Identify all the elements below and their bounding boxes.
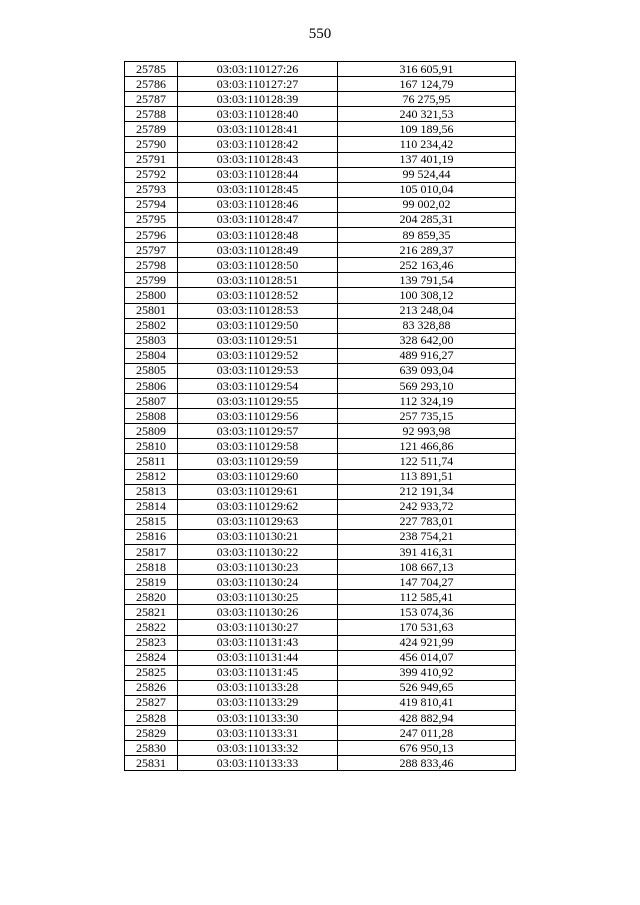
cadastral-value-cell: 76 275,95 xyxy=(338,92,516,107)
cadastral-value-cell: 242 933,72 xyxy=(338,499,516,514)
cadastral-number-cell: 03:03:110130:21 xyxy=(178,529,338,544)
row-number-cell: 25804 xyxy=(125,348,178,363)
cadastral-number-cell: 03:03:110133:31 xyxy=(178,726,338,741)
cadastral-value-cell: 204 285,31 xyxy=(338,212,516,227)
cadastral-number-cell: 03:03:110129:51 xyxy=(178,333,338,348)
row-number-cell: 25787 xyxy=(125,92,178,107)
row-number-cell: 25792 xyxy=(125,167,178,182)
cadastral-value-cell: 238 754,21 xyxy=(338,529,516,544)
table-row xyxy=(125,726,516,741)
cadastral-value-cell: 112 324,19 xyxy=(338,394,516,409)
table-row xyxy=(125,152,516,167)
table-row xyxy=(125,424,516,439)
cadastral-value-cell: 99 524,44 xyxy=(338,167,516,182)
row-number-cell: 25827 xyxy=(125,695,178,710)
table-row xyxy=(125,288,516,303)
table-row xyxy=(125,394,516,409)
cadastral-value-cell: 139 791,54 xyxy=(338,273,516,288)
cadastral-number-cell: 03:03:110129:57 xyxy=(178,424,338,439)
cadastral-value-cell: 240 321,53 xyxy=(338,107,516,122)
row-number-cell: 25828 xyxy=(125,711,178,726)
cadastral-number-cell: 03:03:110129:59 xyxy=(178,454,338,469)
table-row xyxy=(125,409,516,424)
cadastral-number-cell: 03:03:110129:50 xyxy=(178,318,338,333)
page-number: 550 xyxy=(308,26,332,42)
cadastral-number-cell: 03:03:110129:61 xyxy=(178,484,338,499)
row-number-cell: 25791 xyxy=(125,152,178,167)
table-row xyxy=(125,560,516,575)
cadastral-number-cell: 03:03:110127:27 xyxy=(178,77,338,92)
cadastral-value-cell: 424 921,99 xyxy=(338,635,516,650)
row-number-cell: 25802 xyxy=(125,318,178,333)
table-row xyxy=(125,529,516,544)
table-row xyxy=(125,258,516,273)
row-number-cell: 25785 xyxy=(125,62,178,77)
table-row xyxy=(125,680,516,695)
cadastral-number-cell: 03:03:110128:53 xyxy=(178,303,338,318)
table-row xyxy=(125,650,516,665)
cadastral-number-cell: 03:03:110131:43 xyxy=(178,635,338,650)
table-row xyxy=(125,348,516,363)
cadastral-value-cell: 288 833,46 xyxy=(338,756,516,771)
cadastral-number-cell: 03:03:110130:23 xyxy=(178,560,338,575)
cadastral-value-cell: 110 234,42 xyxy=(338,137,516,152)
table-row xyxy=(125,378,516,393)
row-number-cell: 25831 xyxy=(125,756,178,771)
table-row xyxy=(125,469,516,484)
cadastral-number-cell: 03:03:110133:32 xyxy=(178,741,338,756)
cadastral-value-cell: 399 410,92 xyxy=(338,665,516,680)
table-row xyxy=(125,77,516,92)
cadastral-value-cell: 122 511,74 xyxy=(338,454,516,469)
table-row xyxy=(125,514,516,529)
row-number-cell: 25814 xyxy=(125,499,178,514)
row-number-cell: 25820 xyxy=(125,590,178,605)
cadastral-number-cell: 03:03:110128:51 xyxy=(178,273,338,288)
row-number-cell: 25799 xyxy=(125,273,178,288)
table-row xyxy=(125,439,516,454)
table-row xyxy=(125,243,516,258)
cadastral-number-cell: 03:03:110133:30 xyxy=(178,711,338,726)
cadastral-value-cell: 105 010,04 xyxy=(338,182,516,197)
row-number-cell: 25818 xyxy=(125,560,178,575)
table-row xyxy=(125,197,516,212)
cadastral-number-cell: 03:03:110131:44 xyxy=(178,650,338,665)
row-number-cell: 25798 xyxy=(125,258,178,273)
table-row xyxy=(125,545,516,560)
table-row xyxy=(125,363,516,378)
row-number-cell: 25788 xyxy=(125,107,178,122)
row-number-cell: 25803 xyxy=(125,333,178,348)
table-row xyxy=(125,620,516,635)
cadastral-value-cell: 316 605,91 xyxy=(338,62,516,77)
cadastral-value-cell: 113 891,51 xyxy=(338,469,516,484)
cadastral-value-cell: 489 916,27 xyxy=(338,348,516,363)
cadastral-number-cell: 03:03:110129:58 xyxy=(178,439,338,454)
cadastral-number-cell: 03:03:110130:27 xyxy=(178,620,338,635)
cadastral-number-cell: 03:03:110130:25 xyxy=(178,590,338,605)
cadastral-value-cell: 170 531,63 xyxy=(338,620,516,635)
cadastral-value-cell: 121 466,86 xyxy=(338,439,516,454)
cadastral-value-cell: 252 163,46 xyxy=(338,258,516,273)
cadastral-number-cell: 03:03:110130:26 xyxy=(178,605,338,620)
table-row xyxy=(125,333,516,348)
cadastral-number-cell: 03:03:110128:44 xyxy=(178,167,338,182)
table-row xyxy=(125,137,516,152)
table-row xyxy=(125,454,516,469)
table-row xyxy=(125,107,516,122)
row-number-cell: 25801 xyxy=(125,303,178,318)
row-number-cell: 25786 xyxy=(125,77,178,92)
row-number-cell: 25795 xyxy=(125,212,178,227)
cadastral-value-cell: 99 002,02 xyxy=(338,197,516,212)
cadastral-value-cell: 109 189,56 xyxy=(338,122,516,137)
cadastral-value-cell: 227 783,01 xyxy=(338,514,516,529)
cadastral-value-cell: 419 810,41 xyxy=(338,695,516,710)
cadastral-number-cell: 03:03:110129:52 xyxy=(178,348,338,363)
cadastral-value-cell: 676 950,13 xyxy=(338,741,516,756)
table-row xyxy=(125,62,516,77)
cadastral-number-cell: 03:03:110133:29 xyxy=(178,695,338,710)
table-row xyxy=(125,711,516,726)
cadastral-number-cell: 03:03:110128:40 xyxy=(178,107,338,122)
cadastral-value-cell: 391 416,31 xyxy=(338,545,516,560)
cadastral-number-cell: 03:03:110128:46 xyxy=(178,197,338,212)
cadastral-value-cell: 213 248,04 xyxy=(338,303,516,318)
cadastral-value-cell: 137 401,19 xyxy=(338,152,516,167)
cadastral-number-cell: 03:03:110130:22 xyxy=(178,545,338,560)
row-number-cell: 25794 xyxy=(125,197,178,212)
table-body xyxy=(125,62,516,771)
cadastral-number-cell: 03:03:110130:24 xyxy=(178,575,338,590)
cadastral-value-cell: 526 949,65 xyxy=(338,680,516,695)
cadastral-number-cell: 03:03:110129:56 xyxy=(178,409,338,424)
row-number-cell: 25830 xyxy=(125,741,178,756)
table-row xyxy=(125,484,516,499)
table-row xyxy=(125,756,516,771)
cadastral-number-cell: 03:03:110128:47 xyxy=(178,212,338,227)
cadastral-value-cell: 569 293,10 xyxy=(338,378,516,393)
row-number-cell: 25829 xyxy=(125,726,178,741)
table-row xyxy=(125,228,516,243)
row-number-cell: 25805 xyxy=(125,363,178,378)
cadastral-number-cell: 03:03:110128:45 xyxy=(178,182,338,197)
table-row xyxy=(125,695,516,710)
table-row xyxy=(125,122,516,137)
table-row xyxy=(125,590,516,605)
row-number-cell: 25797 xyxy=(125,243,178,258)
row-number-cell: 25813 xyxy=(125,484,178,499)
row-number-cell: 25824 xyxy=(125,650,178,665)
cadastral-number-cell: 03:03:110128:50 xyxy=(178,258,338,273)
row-number-cell: 25815 xyxy=(125,514,178,529)
row-number-cell: 25823 xyxy=(125,635,178,650)
row-number-cell: 25812 xyxy=(125,469,178,484)
row-number-cell: 25821 xyxy=(125,605,178,620)
row-number-cell: 25809 xyxy=(125,424,178,439)
cadastral-value-cell: 100 308,12 xyxy=(338,288,516,303)
cadastral-value-cell: 112 585,41 xyxy=(338,590,516,605)
cadastral-number-cell: 03:03:110129:63 xyxy=(178,514,338,529)
cadastral-value-cell: 147 704,27 xyxy=(338,575,516,590)
row-number-cell: 25826 xyxy=(125,680,178,695)
cadastral-number-cell: 03:03:110127:26 xyxy=(178,62,338,77)
cadastral-value-cell: 639 093,04 xyxy=(338,363,516,378)
cadastral-value-cell: 216 289,37 xyxy=(338,243,516,258)
cadastral-value-cell: 92 993,98 xyxy=(338,424,516,439)
row-number-cell: 25790 xyxy=(125,137,178,152)
row-number-cell: 25816 xyxy=(125,529,178,544)
cadastral-number-cell: 03:03:110129:60 xyxy=(178,469,338,484)
row-number-cell: 25807 xyxy=(125,394,178,409)
table-row xyxy=(125,92,516,107)
row-number-cell: 25800 xyxy=(125,288,178,303)
cadastral-value-cell: 167 124,79 xyxy=(338,77,516,92)
row-number-cell: 25817 xyxy=(125,545,178,560)
cadastral-number-cell: 03:03:110129:54 xyxy=(178,378,338,393)
cadastral-number-cell: 03:03:110129:55 xyxy=(178,394,338,409)
table-row xyxy=(125,167,516,182)
cadastral-value-cell: 153 074,36 xyxy=(338,605,516,620)
cadastral-number-cell: 03:03:110128:52 xyxy=(178,288,338,303)
cadastral-number-cell: 03:03:110128:41 xyxy=(178,122,338,137)
cadastral-number-cell: 03:03:110131:45 xyxy=(178,665,338,680)
table-row xyxy=(125,575,516,590)
cadastral-number-cell: 03:03:110129:53 xyxy=(178,363,338,378)
cadastral-number-cell: 03:03:110128:43 xyxy=(178,152,338,167)
cadastral-number-cell: 03:03:110133:28 xyxy=(178,680,338,695)
table-row xyxy=(125,665,516,680)
row-number-cell: 25808 xyxy=(125,409,178,424)
row-number-cell: 25810 xyxy=(125,439,178,454)
row-number-cell: 25819 xyxy=(125,575,178,590)
table-row xyxy=(125,318,516,333)
table-row xyxy=(125,499,516,514)
cadastral-value-cell: 212 191,34 xyxy=(338,484,516,499)
cadastral-number-cell: 03:03:110128:42 xyxy=(178,137,338,152)
cadastral-number-cell: 03:03:110128:48 xyxy=(178,228,338,243)
cadastral-value-cell: 428 882,94 xyxy=(338,711,516,726)
cadastral-value-cell: 89 859,35 xyxy=(338,228,516,243)
row-number-cell: 25806 xyxy=(125,378,178,393)
cadastral-number-cell: 03:03:110129:62 xyxy=(178,499,338,514)
cadastral-value-cell: 247 011,28 xyxy=(338,726,516,741)
cadastral-number-cell: 03:03:110128:49 xyxy=(178,243,338,258)
row-number-cell: 25825 xyxy=(125,665,178,680)
row-number-cell: 25789 xyxy=(125,122,178,137)
row-number-cell: 25796 xyxy=(125,228,178,243)
table-row xyxy=(125,605,516,620)
table-row xyxy=(125,741,516,756)
table-row xyxy=(125,182,516,197)
cadastral-value-cell: 456 014,07 xyxy=(338,650,516,665)
cadastral-value-cell: 108 667,13 xyxy=(338,560,516,575)
table-row xyxy=(125,212,516,227)
table-row xyxy=(125,273,516,288)
cadastral-number-cell: 03:03:110133:33 xyxy=(178,756,338,771)
data-table xyxy=(124,61,516,771)
row-number-cell: 25793 xyxy=(125,182,178,197)
cadastral-number-cell: 03:03:110128:39 xyxy=(178,92,338,107)
table-row xyxy=(125,635,516,650)
row-number-cell: 25811 xyxy=(125,454,178,469)
cadastral-value-cell: 257 735,15 xyxy=(338,409,516,424)
cadastral-value-cell: 328 642,00 xyxy=(338,333,516,348)
cadastral-value-cell: 83 328,88 xyxy=(338,318,516,333)
table-row xyxy=(125,303,516,318)
row-number-cell: 25822 xyxy=(125,620,178,635)
